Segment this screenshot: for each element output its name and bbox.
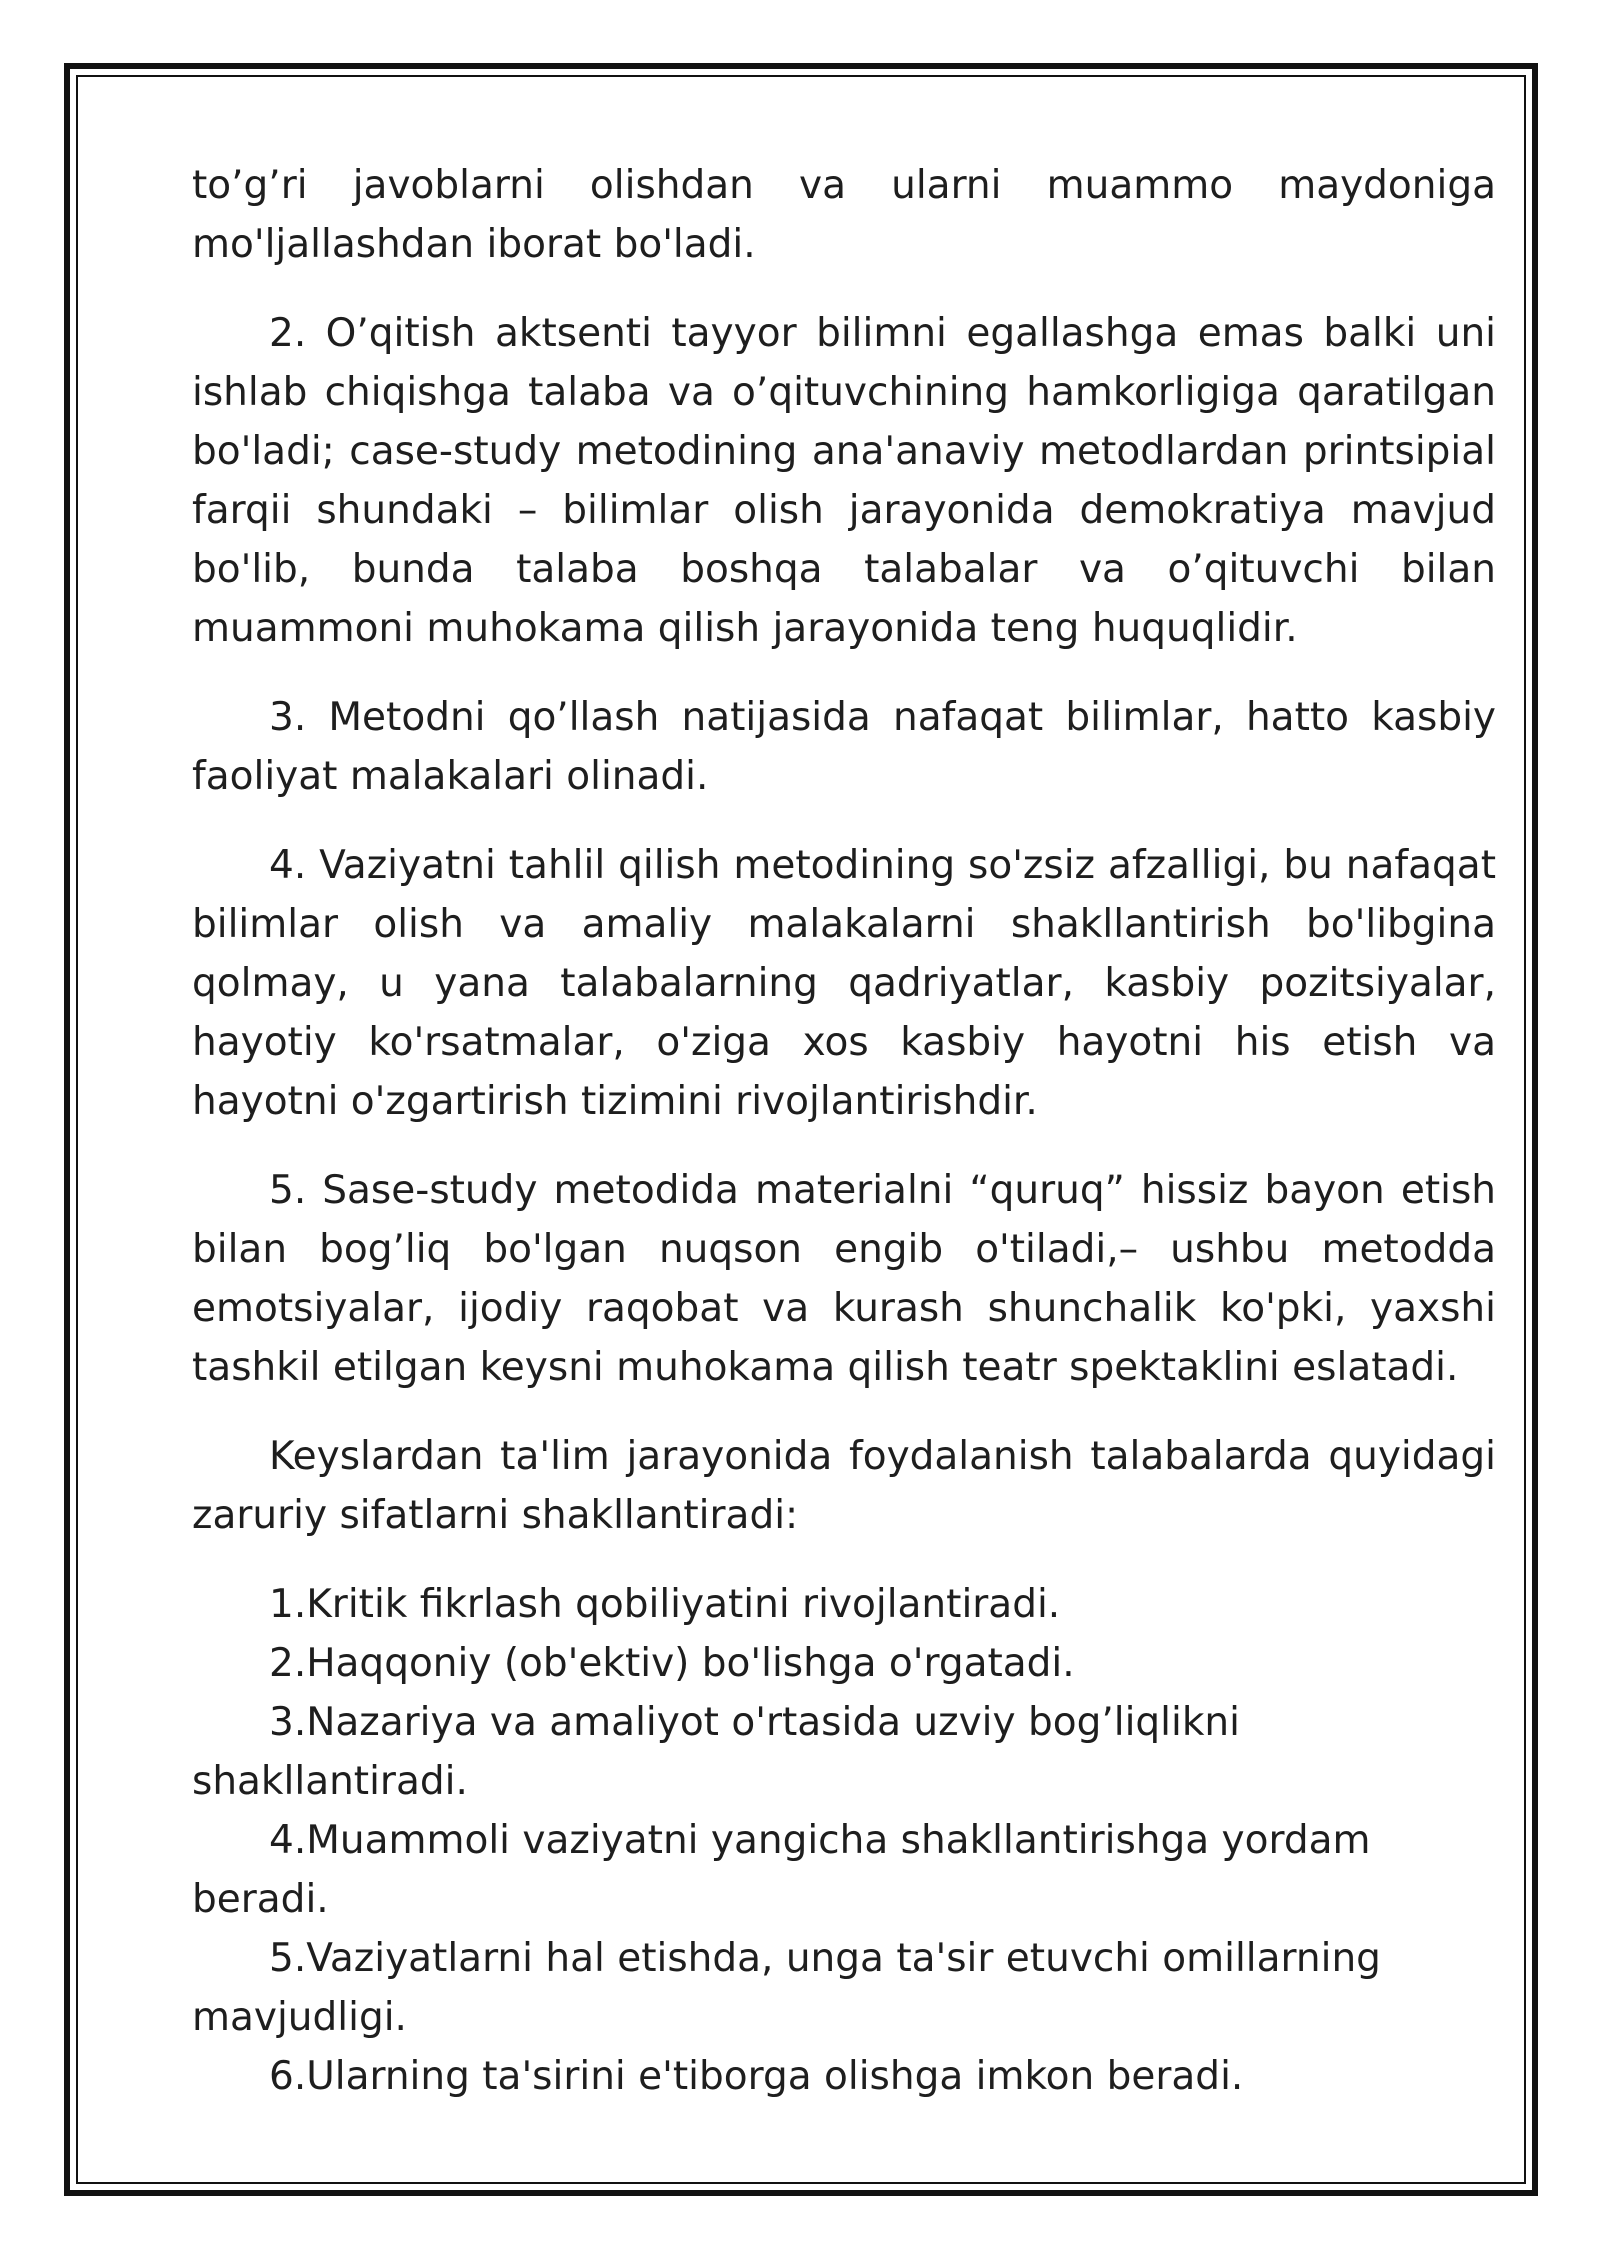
- paragraph-point-5: 5. Sase-study metodida materialni “quruq” hissiz bayon etish bilan bog’liq bo'lgan nuqson engib o'tiladi,– ushbu metodda emotsiyalar, ijodiy raqobat va kurash shunchalik ko'pki, yaxshi tashkil etilgan keysni muhokama qilish teatr spektaklini eslatadi.: [192, 1168, 1496, 1390]
- qualities-list: [192, 1575, 1496, 2106]
- list-item: 3.Nazariya va amaliyot o'rtasida uzviy bog’liqlikni shakllantiradi.: [192, 1700, 1240, 1804]
- list-item: 1.Kritik fikrlash qobiliyatini rivojlantiradi.: [269, 1582, 1061, 1627]
- paragraph-point-4: 4. Vaziyatni tahlil qilish metodining so'zsiz afzalligi, bu nafaqat bilimlar olish va amaliy malakalarni shakllantirish bo'libgina qolmay, u yana talabalarning qadriyatlar, kasbiy pozitsiyalar, hayotiy ko'rsatmalar, o'ziga xos kasbiy hayotni his etish va hayotni o'zgartirish tizimini rivojlantirishdir.: [192, 843, 1496, 1124]
- paragraph-point-2: 2. O’qitish aktsenti tayyor bilimni egallashga emas balki uni ishlab chiqishga talaba va o’qituvchining hamkorligiga qaratilgan bo'ladi; case-study metodining ana'anaviy metodlardan printsipial farqii shundaki – bilimlar olish jarayonida demokratiya mavjud bo'lib, bunda talaba boshqa talabalar va o’qituvchi bilan muammoni muhokama qilish jarayonida teng huquqlidir.: [192, 311, 1496, 651]
- paragraph-point-3: 3. Metodni qo’llash natijasida nafaqat bilimlar, hatto kasbiy faoliyat malakalari olinadi.: [192, 695, 1496, 799]
- list-item: 2.Haqqoniy (ob'ektiv) bo'lishga o'rgatadi.: [269, 1641, 1075, 1686]
- paragraph-continuation: to’g’ri javoblarni olishdan va ularni muammo maydoniga mo'ljallashdan iborat bo'ladi.: [192, 163, 1496, 267]
- document-body: [192, 156, 1496, 2106]
- list-item: 6.Ularning ta'sirini e'tiborga olishga imkon beradi.: [269, 2054, 1244, 2099]
- list-item: 5.Vaziyatlarni hal etishda, unga ta'sir etuvchi omillarning mavjudligi.: [192, 1936, 1381, 2040]
- list-item: 4.Muammoli vaziyatni yangicha shakllantirishga yordam beradi.: [192, 1818, 1371, 1922]
- paragraph-list-intro: Keyslardan ta'lim jarayonida foydalanish talabalarda quyidagi zaruriy sifatlarni shakllantiradi:: [192, 1434, 1496, 1538]
